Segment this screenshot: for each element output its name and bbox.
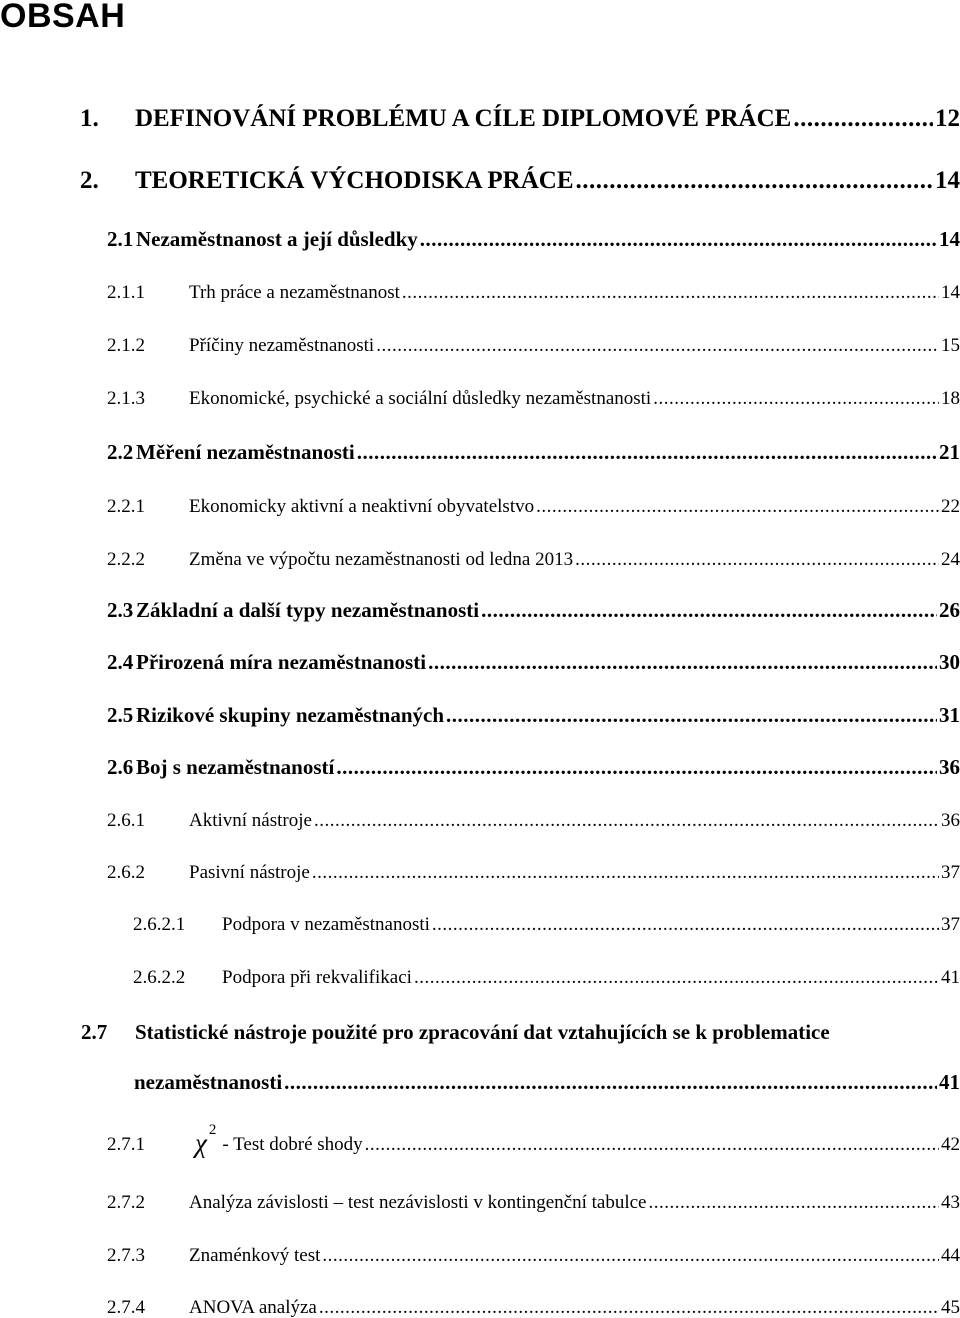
- toc-entry-number: 2.1: [107, 227, 134, 251]
- toc-entry-page: 15: [941, 335, 960, 356]
- toc-entry-2-6-2[interactable]: [107, 852, 960, 882]
- toc-entry-2-2-1[interactable]: [107, 486, 960, 516]
- dot-leader: [376, 336, 939, 355]
- dot-leader: [428, 652, 937, 673]
- toc-entry-2-1-2[interactable]: [107, 325, 960, 355]
- toc-entry-title: Analýza závislosti – test nezávislosti v kontingenční tabulce: [189, 1192, 647, 1213]
- toc-entry-number: 2.1.1: [107, 282, 145, 303]
- dot-leader: [432, 915, 939, 934]
- toc-entry-number: 2.2.1: [107, 496, 145, 517]
- dot-leader: [653, 389, 939, 408]
- toc-entry-2-2-2[interactable]: [107, 539, 960, 569]
- toc-entry-number: 2.6.2.2: [133, 967, 186, 988]
- toc-entry-page: 26: [939, 598, 960, 622]
- toc-entry-title: ANOVA analýza: [189, 1297, 317, 1318]
- toc-entry-title: Znaménkový test: [189, 1245, 321, 1266]
- toc-entry-2[interactable]: [80, 163, 960, 193]
- toc-entry-title-continuation: nezaměstnanosti: [134, 1070, 283, 1094]
- toc-entry-page: 36: [939, 755, 960, 779]
- toc-entry-2-7[interactable]: [81, 1013, 960, 1043]
- dot-leader: [648, 1193, 939, 1212]
- toc-entry-1[interactable]: [80, 101, 960, 131]
- toc-entry-2-6[interactable]: [107, 748, 960, 778]
- dot-leader: [481, 600, 937, 621]
- toc-entry-page: 12: [935, 105, 960, 132]
- chi-squared-symbol: χ $^2$: [195, 1122, 217, 1158]
- toc-entry-page: 37: [941, 862, 960, 883]
- toc-entry-number: 2.6: [107, 755, 134, 779]
- toc-entry-title: Podpora v nezaměstnanosti: [222, 914, 430, 935]
- toc-entry-title: - Test dobré shody: [222, 1134, 363, 1155]
- toc-entry-number: 2.7.2: [107, 1192, 145, 1213]
- toc-entry-title: Statistické nástroje použité pro zpracování dat vztahujících se k problematice: [135, 1020, 830, 1044]
- toc-entry-page: 14: [935, 167, 960, 194]
- dot-leader: [365, 1135, 939, 1154]
- toc-entry-title: Trh práce a nezaměstnanost: [189, 282, 400, 303]
- toc-entry-2-7-4[interactable]: [107, 1287, 960, 1317]
- dot-leader: [319, 1298, 939, 1317]
- toc-entry-page: 24: [941, 549, 960, 570]
- toc-entry-number: 2.7.4: [107, 1297, 145, 1318]
- dot-leader: [446, 705, 937, 726]
- toc-entry-title: Rizikové skupiny nezaměstnaných: [136, 703, 445, 727]
- dot-leader: [536, 497, 939, 516]
- toc-entry-2-2[interactable]: [107, 433, 960, 463]
- toc-entry-page: 18: [941, 388, 960, 409]
- toc-entry-number: 2.7: [81, 1020, 108, 1044]
- dot-leader: [575, 550, 939, 569]
- toc-entry-page: 22: [941, 496, 960, 517]
- toc-entry-page: 14: [941, 282, 960, 303]
- toc-entry-title: Nezaměstnanost a její důsledky: [136, 227, 418, 251]
- toc-entry-title: Pasivní nástroje: [189, 862, 310, 883]
- dot-leader: [336, 757, 937, 778]
- toc-entry-number: 2.3: [107, 598, 134, 622]
- toc-entry-page: 14: [939, 227, 960, 251]
- toc-entry-title: Aktivní nástroje: [189, 810, 312, 831]
- toc-entry-title: Základní a další typy nezaměstnanosti: [136, 598, 480, 622]
- toc-entry-2-5[interactable]: [107, 696, 960, 726]
- toc-entry-number: 2.5: [107, 703, 134, 727]
- toc-entry-number: 2.: [80, 167, 99, 194]
- toc-entry-2-3[interactable]: [107, 591, 960, 621]
- dot-leader: [414, 968, 939, 987]
- toc-entry-page: 37: [941, 914, 960, 935]
- dot-leader: [402, 283, 939, 302]
- toc-entry-title: Ekonomické, psychické a sociální důsledky nezaměstnanosti: [189, 388, 652, 409]
- toc-entry-page: 42: [941, 1134, 960, 1155]
- page-title: OBSAH: [0, 0, 126, 35]
- toc-entry-2-6-1[interactable]: [107, 800, 960, 830]
- toc-entry-title: Boj s nezaměstnaností: [136, 755, 335, 779]
- toc-entry-title: Měření nezaměstnanosti: [136, 440, 355, 464]
- toc-entry-page: 30: [939, 650, 960, 674]
- toc-entry-2-1[interactable]: [107, 220, 960, 250]
- toc-entry-2-1-1[interactable]: [107, 272, 960, 302]
- toc-entry-title: Ekonomicky aktivní a neaktivní obyvatelstvo: [189, 496, 535, 517]
- toc-entry-title: Změna ve výpočtu nezaměstnanosti od ledna 2013: [189, 549, 574, 570]
- dot-leader: [322, 1246, 939, 1265]
- toc-entry-title: Přirozená míra nezaměstnanosti: [136, 650, 427, 674]
- dot-leader: [312, 863, 939, 882]
- dot-leader: [793, 106, 933, 131]
- toc-entry-title: Příčiny nezaměstnanosti: [189, 335, 375, 356]
- toc-entry-2-6-2-2[interactable]: [133, 957, 960, 987]
- dot-leader: [284, 1072, 937, 1093]
- toc-entry-number: 2.2: [107, 440, 134, 464]
- toc-entry-number: 2.4: [107, 650, 134, 674]
- toc-entry-number: 2.6.2: [107, 862, 145, 883]
- toc-entry-number: 2.7.1: [107, 1134, 145, 1155]
- toc-entry-2-7-1[interactable]: [107, 1122, 960, 1158]
- toc-entry-page: 21: [939, 440, 960, 464]
- toc-entry-2-7-2[interactable]: [107, 1182, 960, 1212]
- toc-entry-page: 36: [941, 810, 960, 831]
- toc-entry-number: 2.2.2: [107, 549, 145, 570]
- toc-entry-page: 44: [941, 1245, 960, 1266]
- toc-entry-2-6-2-1[interactable]: [133, 904, 960, 934]
- toc-entry-page: 41: [939, 1070, 960, 1094]
- dot-leader: [357, 442, 937, 463]
- toc-entry-title: Podpora při rekvalifikaci: [222, 967, 412, 988]
- toc-entry-page: 43: [941, 1192, 960, 1213]
- toc-entry-title: TEORETICKÁ VÝCHODISKA PRÁCE: [135, 167, 574, 194]
- toc-entry-2-1-3[interactable]: [107, 378, 960, 408]
- dot-leader: [420, 229, 937, 250]
- toc-entry-number: 2.6.2.1: [133, 914, 186, 935]
- toc-entry-2-7-3[interactable]: [107, 1235, 960, 1265]
- toc-entry-title: DEFINOVÁNÍ PROBLÉMU A CÍLE DIPLOMOVÉ PRÁCE: [135, 105, 792, 132]
- dot-leader: [314, 811, 939, 830]
- toc-entry-2-7-continuation[interactable]: [134, 1063, 960, 1093]
- toc-entry-page: 45: [941, 1297, 960, 1318]
- toc-entry-number: 2.7.3: [107, 1245, 145, 1266]
- toc-entry-page: 31: [939, 703, 960, 727]
- toc-entry-page: 41: [941, 967, 960, 988]
- toc-entry-number: 2.6.1: [107, 810, 145, 831]
- toc-entry-number: 1.: [80, 105, 99, 132]
- toc-entry-2-4[interactable]: [107, 643, 960, 673]
- dot-leader: [576, 168, 933, 193]
- toc-entry-number: 2.1.3: [107, 388, 145, 409]
- toc-entry-number: 2.1.2: [107, 335, 145, 356]
